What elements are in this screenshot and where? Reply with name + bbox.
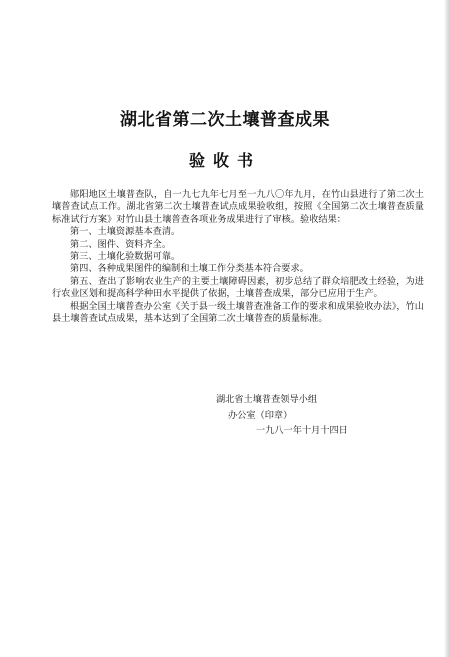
paragraph-result-1: 第一、土壤资源基本查清。: [70, 226, 181, 238]
paragraph-result-3: 第三、土壤化验数据可靠。: [70, 251, 181, 263]
paragraph-conclusion: 根据全国土壤普查办公室《关于县一级土壤普查准备工作的要求和成果验收办法》，竹山县土壤普查试点成果，基本达到了全国第二次土壤普查的质量标准。: [52, 300, 424, 325]
paragraph-result-2: 第二、图件、资料齐全。: [70, 238, 172, 250]
document-title: 湖北省第二次土壤普查成果: [120, 110, 330, 130]
signature-date: 一九八一年十月十四日: [256, 425, 348, 436]
scan-edge-shadow: [444, 0, 450, 657]
paragraph-result-4: 第四、各种成果图件的编制和土壤工作分类基本符合要求。: [70, 263, 309, 275]
signature-office-seal: 办公室（印章）: [228, 410, 293, 421]
document-subtitle: 验收书: [188, 151, 261, 170]
signature-organization: 湖北省土壤普查领导小组: [216, 394, 318, 405]
paragraph-result-5: 第五、查出了影响农业生产的主要土壤障碍因素，初步总结了群众培肥改土经验，为进行农业区划和提高科学种田水平提供了依据，土壤普查成果，部分已应用于生产。: [52, 275, 424, 300]
paragraph-intro: 郧阳地区土壤普查队，自一九七九年七月至一九八〇年九月，在竹山县进行了第二次土壤普查试点工作。湖北省第二次土壤普查试点成果验收组，按照《全国第二次土壤普查质量标准试行方案》对竹山县土壤普查各项业务成果进行了审核。验收结果：: [52, 189, 424, 225]
document-body: [52, 189, 424, 325]
